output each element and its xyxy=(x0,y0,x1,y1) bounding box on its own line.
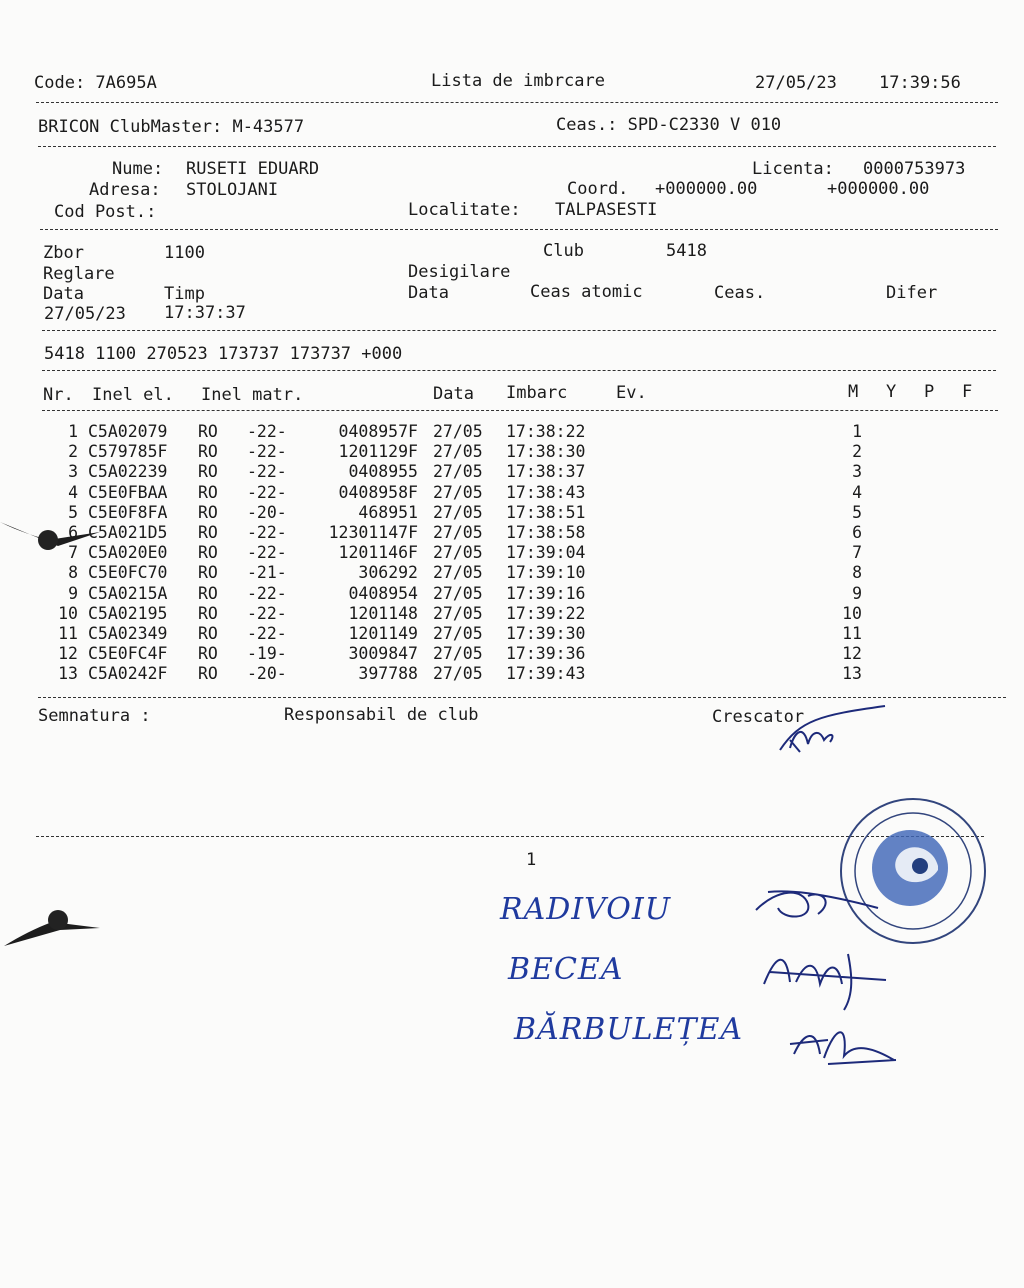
cell-nr: 10 xyxy=(58,603,78,623)
cell-nr: 8 xyxy=(68,563,78,583)
address-label: Adresa: xyxy=(89,180,161,200)
separator xyxy=(42,370,996,371)
crescator-signature xyxy=(760,700,900,760)
locality-label: Localitate: xyxy=(408,200,521,220)
col-m: M xyxy=(848,382,859,402)
cell-date: 27/05 xyxy=(433,482,483,502)
table-row xyxy=(0,503,1024,523)
cell-matr: 3009847 xyxy=(348,644,418,664)
cell-date: 27/05 xyxy=(433,442,483,462)
cell-m: 4 xyxy=(852,482,862,502)
handwritten-name-1: RADIVOIU xyxy=(500,892,672,927)
cell-time: 17:38:51 xyxy=(506,502,586,522)
cell-ring: C5A0215A xyxy=(88,583,168,603)
cell-ring: C5E0FC70 xyxy=(88,563,168,583)
document-code: Code: 7A695A xyxy=(34,73,157,93)
cell-country: RO xyxy=(198,523,218,542)
cell-country: RO xyxy=(198,482,218,502)
cell-matr: 0408958F xyxy=(338,482,418,502)
cell-ring: C5A020E0 xyxy=(88,543,168,563)
flight-summary-line: 5418 1100 270523 173737 173737 +000 xyxy=(44,344,403,364)
cell-date: 27/05 xyxy=(433,583,483,603)
cell-date: 27/05 xyxy=(433,603,483,623)
cell-country: RO xyxy=(198,563,218,583)
cell-ring: C5A0242F xyxy=(88,664,168,684)
owner-name: RUSETI EDUARD xyxy=(186,159,320,179)
cell-time: 17:39:30 xyxy=(506,624,586,643)
table-row xyxy=(0,563,1024,583)
cell-time: 17:38:43 xyxy=(506,482,586,502)
license-label: Licenta: xyxy=(752,159,834,179)
coord-y: +000000.00 xyxy=(827,179,930,199)
col-ev: Ev. xyxy=(616,383,647,403)
cell-date: 27/05 xyxy=(433,624,483,643)
cell-matr: 0408957F xyxy=(338,422,418,441)
license-number: 0000753973 xyxy=(863,159,966,179)
cell-matr: 1201148 xyxy=(348,603,418,623)
owner-locality: TALPASESTI xyxy=(555,200,658,220)
cell-year: -19- xyxy=(247,644,287,664)
cell-matr: 0408954 xyxy=(348,583,418,603)
ceas-label: Ceas. xyxy=(714,283,766,303)
cell-time: 17:38:58 xyxy=(506,523,586,542)
cell-nr: 11 xyxy=(58,624,78,643)
cell-country: RO xyxy=(198,583,218,603)
cell-m: 2 xyxy=(852,442,862,462)
handwritten-name-2: BECEA xyxy=(508,952,624,987)
separator xyxy=(38,146,996,147)
cell-ring: C5A02079 xyxy=(88,422,168,441)
cell-nr: 2 xyxy=(68,442,78,462)
cell-year: -21- xyxy=(247,563,287,583)
table-row xyxy=(0,442,1024,462)
cell-date: 27/05 xyxy=(433,502,483,522)
cell-matr: 12301147F xyxy=(328,523,418,542)
cell-country: RO xyxy=(198,624,218,643)
print-time: 17:39:56 xyxy=(879,73,961,93)
cell-m: 5 xyxy=(852,502,862,522)
cell-year: -22- xyxy=(247,583,287,603)
name-label: Nume: xyxy=(112,159,164,179)
cell-matr: 468951 xyxy=(358,502,418,522)
coord-x: +000000.00 xyxy=(655,179,758,199)
separator xyxy=(38,697,1006,698)
cell-matr: 1201129F xyxy=(338,442,418,462)
cell-date: 27/05 xyxy=(433,644,483,664)
cell-year: -22- xyxy=(247,462,287,482)
handwritten-name-3: BĂRBULEȚEA xyxy=(514,1012,744,1047)
table-row xyxy=(0,462,1024,482)
zbor-label: Zbor xyxy=(43,243,84,263)
cell-country: RO xyxy=(198,502,218,522)
cell-m: 12 xyxy=(842,644,862,664)
cell-matr: 1201146F xyxy=(338,543,418,563)
cell-time: 17:39:36 xyxy=(506,644,586,664)
cell-year: -22- xyxy=(247,603,287,623)
cell-time: 17:39:43 xyxy=(506,664,586,684)
cell-time: 17:39:04 xyxy=(506,543,586,563)
clock-model: Ceas.: SPD-C2330 V 010 xyxy=(556,115,782,135)
document-title: Lista de imbrcare xyxy=(431,71,605,91)
postcode-label: Cod Post.: xyxy=(54,202,157,222)
owner-address: STOLOJANI xyxy=(186,180,279,200)
signature-1 xyxy=(748,880,888,930)
cell-year: -22- xyxy=(247,543,287,563)
crescator-label: Crescator xyxy=(712,707,805,727)
separator xyxy=(40,229,998,230)
cell-year: -22- xyxy=(247,482,287,502)
col-imbarc: Imbarc xyxy=(506,383,568,403)
cell-year: -20- xyxy=(247,502,287,522)
cell-year: -22- xyxy=(247,523,287,542)
signature-2 xyxy=(756,944,896,1014)
cell-nr: 5 xyxy=(68,502,78,522)
cell-time: 17:38:22 xyxy=(506,422,586,441)
cell-ring: C5E0F8FA xyxy=(88,502,168,522)
cell-nr: 4 xyxy=(68,482,78,502)
cell-nr: 9 xyxy=(68,583,78,603)
table-row xyxy=(0,523,1024,543)
cell-nr: 6 xyxy=(68,523,78,542)
cell-date: 27/05 xyxy=(433,462,483,482)
col-inel-matr: Inel matr. xyxy=(201,385,304,405)
desigilare-data-label: Data xyxy=(408,283,449,303)
cell-country: RO xyxy=(198,462,218,482)
responsabil-label: Responsabil de club xyxy=(284,705,479,725)
separator xyxy=(42,410,998,411)
cell-m: 11 xyxy=(842,624,862,643)
cell-time: 17:38:30 xyxy=(506,442,586,462)
col-p: P xyxy=(924,382,935,402)
timp-label: Timp xyxy=(164,284,205,304)
cell-date: 27/05 xyxy=(433,523,483,542)
cell-nr: 3 xyxy=(68,462,78,482)
table-row xyxy=(0,422,1024,442)
cell-year: -22- xyxy=(247,422,287,441)
cell-time: 17:39:22 xyxy=(506,603,586,623)
club-value: 5418 xyxy=(666,241,707,261)
cell-nr: 13 xyxy=(58,664,78,684)
cell-m: 10 xyxy=(842,603,862,623)
device-system: BRICON ClubMaster: M-43577 xyxy=(38,117,305,137)
table-row xyxy=(0,664,1024,684)
cell-ring: C5A021D5 xyxy=(88,523,168,542)
cell-country: RO xyxy=(198,664,218,684)
table-row xyxy=(0,543,1024,563)
cell-m: 1 xyxy=(852,422,862,441)
cell-matr: 306292 xyxy=(358,563,418,583)
col-nr: Nr. xyxy=(43,385,74,405)
separator xyxy=(42,330,996,331)
difer-label: Difer xyxy=(886,283,938,303)
table-row xyxy=(0,644,1024,664)
cell-ring: C5E0FC4F xyxy=(88,644,168,664)
cell-year: -20- xyxy=(247,664,287,684)
cell-date: 27/05 xyxy=(433,664,483,684)
separator xyxy=(36,102,998,103)
cell-year: -22- xyxy=(247,442,287,462)
signature-3 xyxy=(784,1014,904,1074)
table-row xyxy=(0,624,1024,644)
coord-label: Coord. xyxy=(567,179,629,199)
cell-date: 27/05 xyxy=(433,563,483,583)
cell-country: RO xyxy=(198,442,218,462)
ceas-atomic-label: Ceas atomic xyxy=(530,282,643,302)
cell-ring: C5A02239 xyxy=(88,462,168,482)
table-row xyxy=(0,604,1024,624)
cell-matr: 0408955 xyxy=(348,462,418,482)
cell-m: 3 xyxy=(852,462,862,482)
pen-mark xyxy=(0,900,110,960)
cell-date: 27/05 xyxy=(433,543,483,563)
cell-ring: C5E0FBAA xyxy=(88,482,168,502)
cell-country: RO xyxy=(198,644,218,664)
reglare-time: 17:37:37 xyxy=(164,303,246,323)
col-y: Y xyxy=(886,382,897,402)
print-date: 27/05/23 xyxy=(755,73,837,93)
club-label: Club xyxy=(543,241,584,261)
cell-nr: 1 xyxy=(68,422,78,441)
page-number: 1 xyxy=(526,850,537,870)
cell-time: 17:38:37 xyxy=(506,462,586,482)
cell-ring: C579785F xyxy=(88,442,168,462)
pen-mark xyxy=(0,512,110,562)
zbor-value: 1100 xyxy=(164,243,205,263)
cell-nr: 12 xyxy=(58,644,78,664)
cell-country: RO xyxy=(198,603,218,623)
desigilare-label: Desigilare xyxy=(408,262,511,282)
reglare-label: Reglare xyxy=(43,264,115,284)
cell-matr: 397788 xyxy=(358,664,418,684)
cell-m: 13 xyxy=(842,664,862,684)
table-row xyxy=(0,483,1024,503)
col-f: F xyxy=(962,382,973,402)
semnatura-label: Semnatura : xyxy=(38,706,151,726)
cell-time: 17:39:10 xyxy=(506,563,586,583)
cell-date: 27/05 xyxy=(433,422,483,441)
cell-nr: 7 xyxy=(68,543,78,563)
col-inel-el: Inel el. xyxy=(92,385,174,405)
cell-ring: C5A02195 xyxy=(88,603,168,623)
cell-time: 17:39:16 xyxy=(506,583,586,603)
table-row xyxy=(0,584,1024,604)
col-data: Data xyxy=(433,384,474,404)
cell-m: 9 xyxy=(852,583,862,603)
cell-ring: C5A02349 xyxy=(88,624,168,643)
data-label: Data xyxy=(43,284,84,304)
cell-m: 7 xyxy=(852,543,862,563)
cell-m: 6 xyxy=(852,523,862,542)
cell-year: -22- xyxy=(247,624,287,643)
reglare-date: 27/05/23 xyxy=(44,304,126,324)
cell-country: RO xyxy=(198,543,218,563)
cell-country: RO xyxy=(198,422,218,441)
cell-matr: 1201149 xyxy=(348,624,418,643)
cell-m: 8 xyxy=(852,563,862,583)
